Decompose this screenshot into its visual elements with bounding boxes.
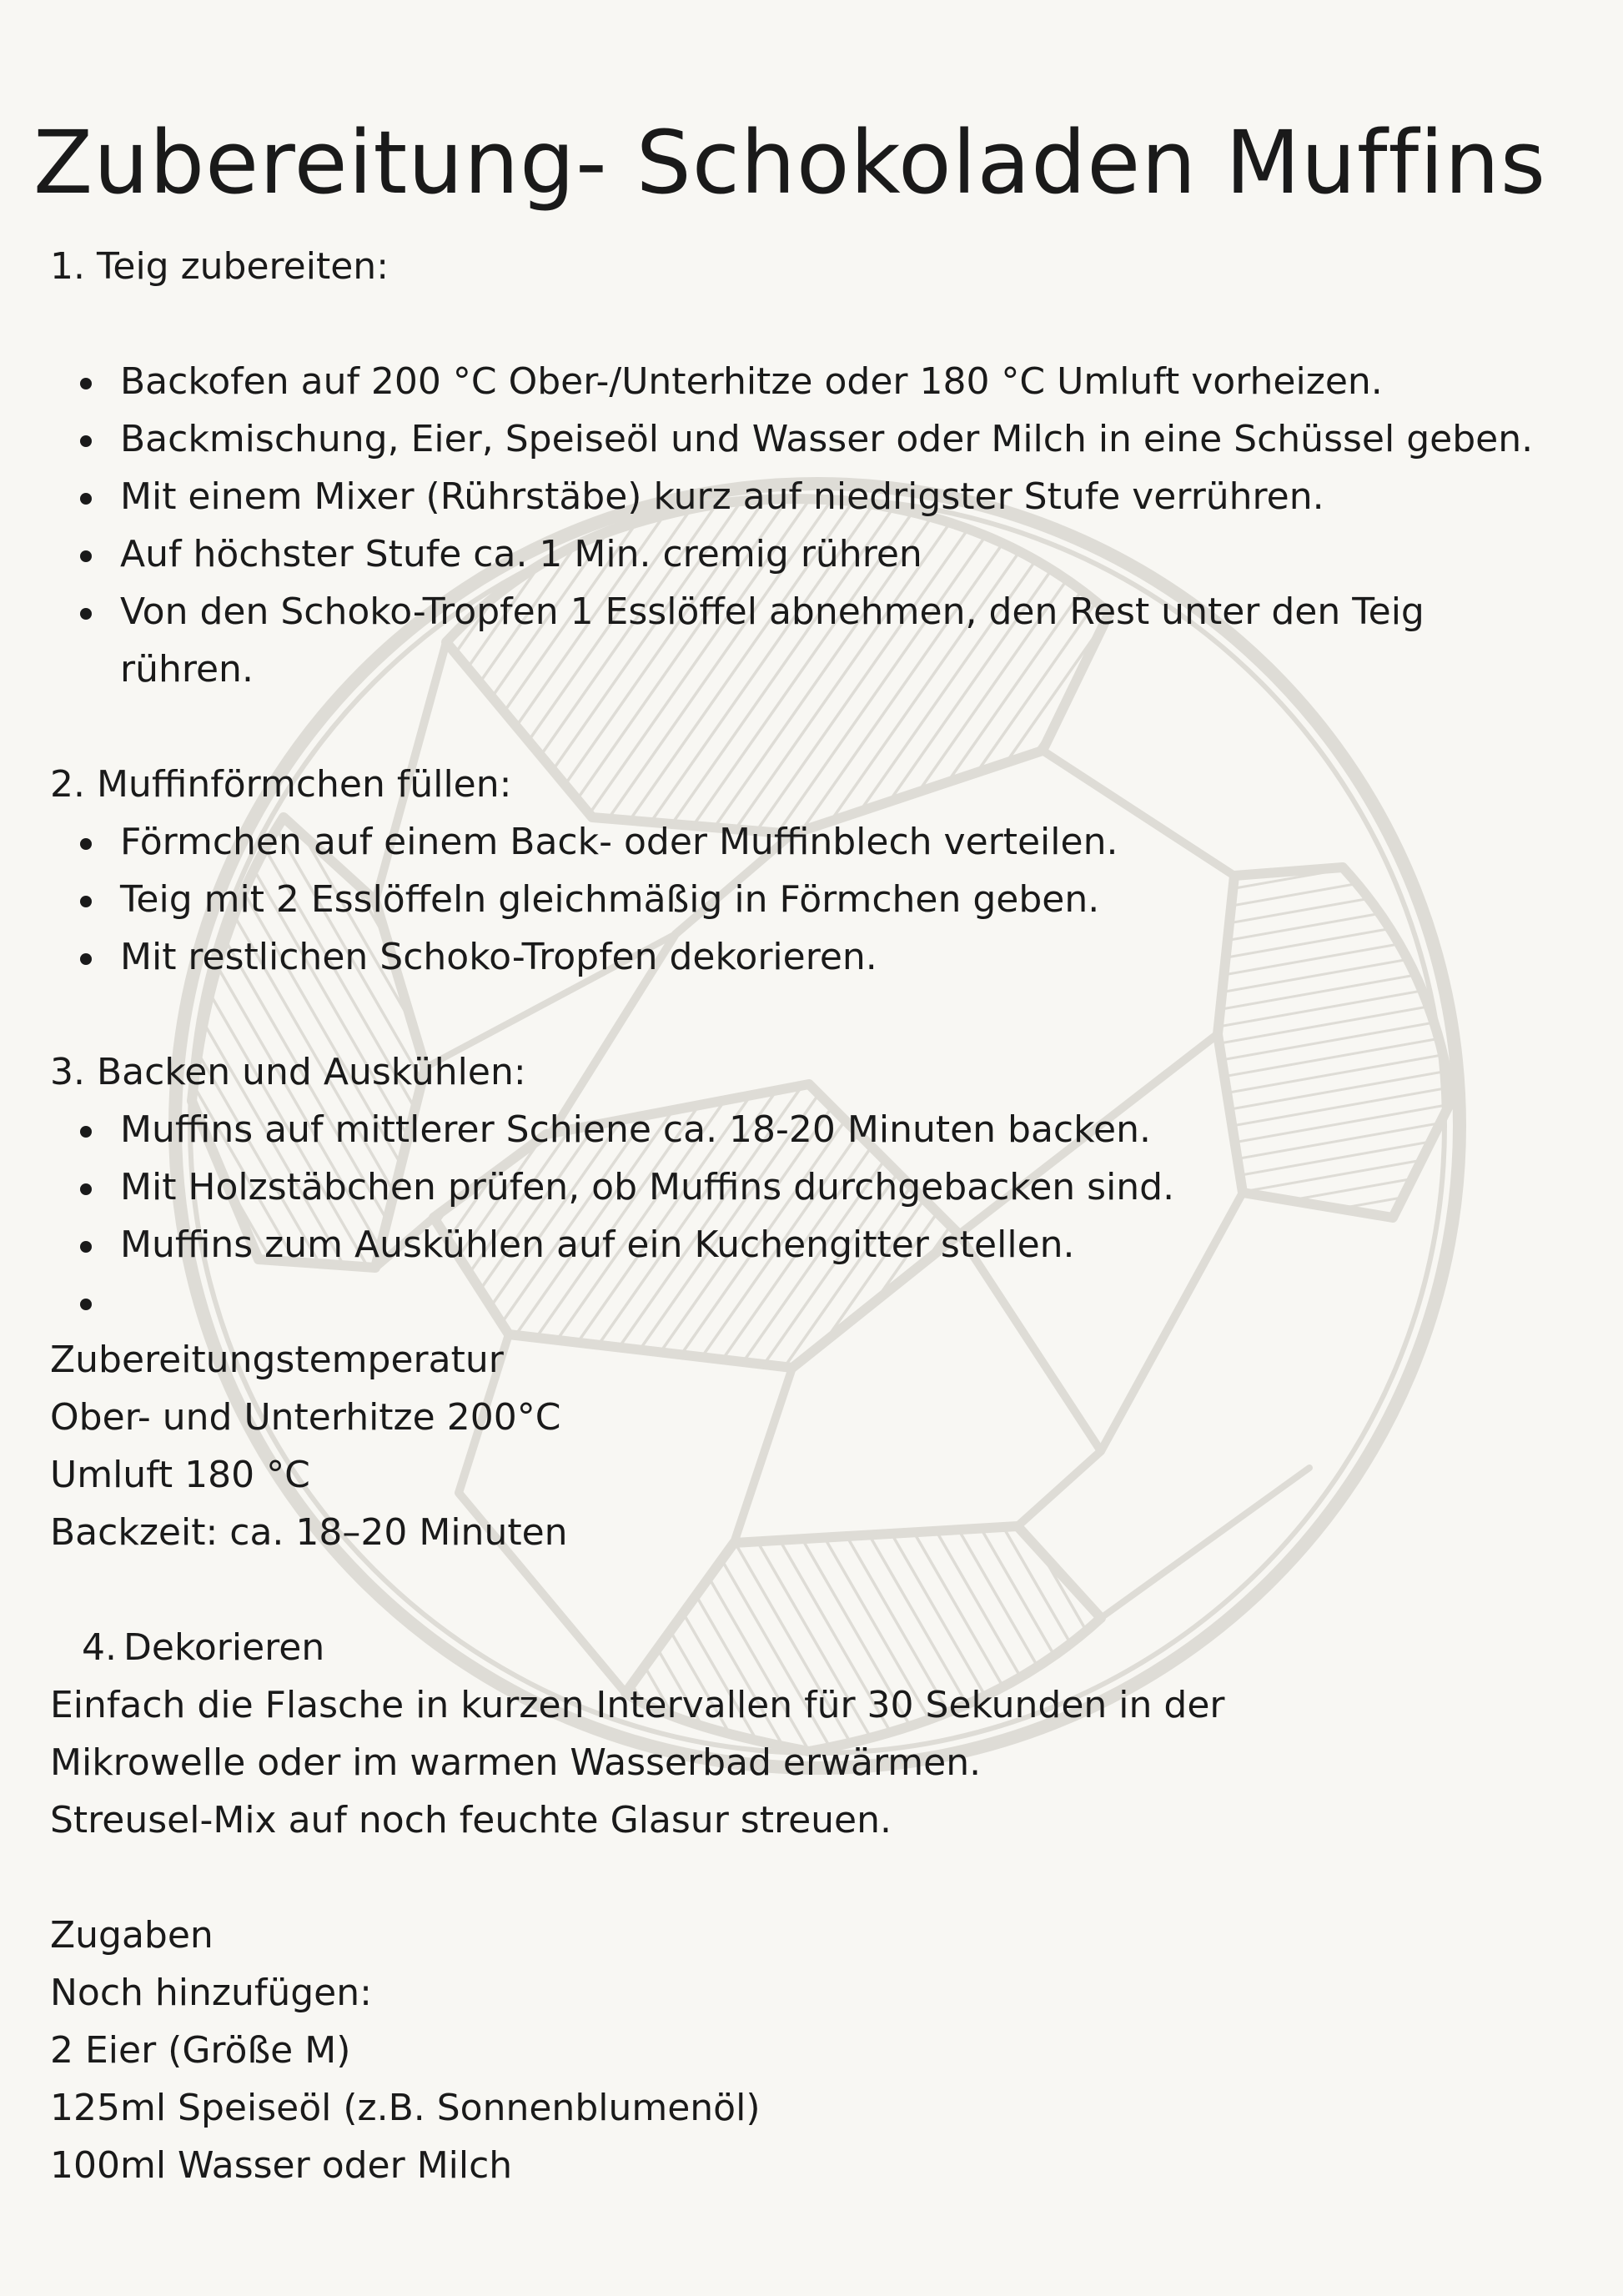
dekorieren-line: Mikrowelle oder im warmen Wasserbad erwärmen.: [50, 1741, 982, 1784]
section-heading-teig: 1. Teig zubereiten:: [50, 245, 389, 288]
list-item: Mit einem Mixer (Rührstäbe) kurz auf niedrigster Stufe verrühren.: [50, 468, 1568, 525]
spacer: [50, 1849, 1568, 1907]
list-item-empty: [50, 1274, 1568, 1331]
temperature-line: Ober- und Unterhitze 200°C: [50, 1396, 561, 1439]
section-heading-foermchen: 2. Muffinförmchen füllen:: [50, 763, 512, 806]
list-item: Muffins zum Auskühlen auf ein Kuchengitter stellen.: [50, 1216, 1568, 1274]
spacer: [50, 698, 1568, 756]
backen-list: [50, 1101, 1568, 1331]
extras-heading: Zugaben: [50, 1914, 214, 1957]
list-item: Von den Schoko-Tropfen 1 Esslöffel abnehmen, den Rest unter den Teig rühren.: [50, 583, 1568, 698]
list-item: Teig mit 2 Esslöffeln gleichmäßig in Förmchen geben.: [50, 871, 1568, 928]
spacer: [50, 295, 1568, 353]
section-number: 4.: [82, 1626, 117, 1669]
page-title: Zubereitung- Schokoladen Muffins: [33, 112, 1547, 214]
extras-line: 100ml Wasser oder Milch: [50, 2144, 513, 2187]
spacer: [50, 1561, 1568, 1619]
list-item: Förmchen auf einem Back- oder Muffinblech verteilen.: [50, 813, 1568, 871]
dekorieren-line: Streusel-Mix auf noch feuchte Glasur streuen.: [50, 1799, 892, 1841]
recipe-content: [50, 238, 1568, 2194]
extras-subheading: Noch hinzufügen:: [50, 1972, 372, 2014]
extras-line: 125ml Speiseöl (z.B. Sonnenblumenöl): [50, 2087, 761, 2129]
temperature-line: Backzeit: ca. 18–20 Minuten: [50, 1511, 568, 1554]
list-item: Mit restlichen Schoko-Tropfen dekorieren.: [50, 928, 1568, 986]
section-title: Dekorieren: [123, 1626, 325, 1669]
list-item: Backmischung, Eier, Speiseöl und Wasser oder Milch in eine Schüssel geben.: [50, 410, 1568, 468]
dekorieren-line: Einfach die Flasche in kurzen Intervallen für 30 Sekunden in der: [50, 1684, 1225, 1726]
list-item: Mit Holzstäbchen prüfen, ob Muffins durchgebacken sind.: [50, 1158, 1568, 1216]
list-item: Backofen auf 200 °C Ober-/Unterhitze oder 180 °C Umluft vorheizen.: [50, 353, 1568, 410]
temperature-line: Umluft 180 °C: [50, 1454, 310, 1496]
list-item: Auf höchster Stufe ca. 1 Min. cremig rühren: [50, 525, 1568, 583]
list-item: Muffins auf mittlerer Schiene ca. 18-20 Minuten backen.: [50, 1101, 1568, 1158]
temperature-heading: Zubereitungstemperatur: [50, 1339, 504, 1381]
spacer: [50, 986, 1568, 1043]
section-heading-backen: 3. Backen und Auskühlen:: [50, 1051, 526, 1093]
teig-list: [50, 353, 1568, 698]
foermchen-list: [50, 813, 1568, 986]
section-heading-dekorieren: [50, 1619, 1568, 1676]
extras-line: 2 Eier (Größe M): [50, 2029, 351, 2072]
